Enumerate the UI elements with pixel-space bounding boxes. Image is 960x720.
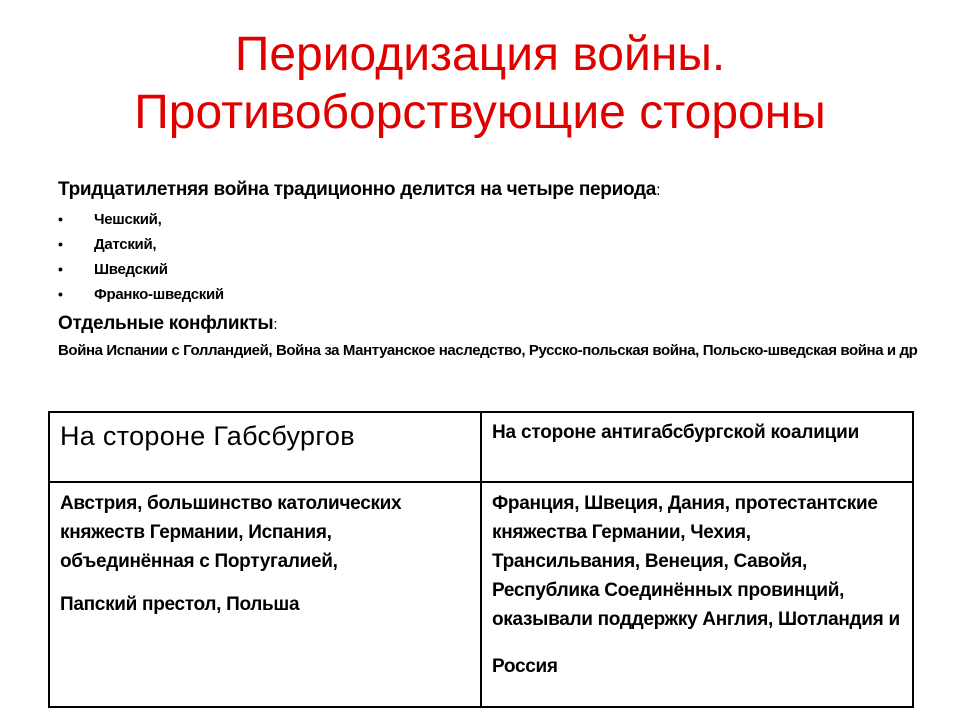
slide-title-line-1: Периодизация войны.: [234, 28, 726, 81]
anti-habsburg-allies-text-2: Россия: [492, 656, 558, 677]
period-item: [58, 232, 918, 257]
habsburg-allies-text: Австрия, большинство католических княжеств Германии, Испания, объединённая с Португалией,: [60, 493, 402, 572]
anti-habsburg-allies-cell: [481, 482, 913, 707]
sides-table: [48, 411, 914, 708]
periods-heading-text: Тридцатилетняя война традиционно делится на четыре периода: [58, 179, 657, 200]
period-label: Франко-шведский: [94, 286, 224, 303]
slide-title-line-2: Противоборствующие стороны: [134, 86, 826, 139]
anti-habsburg-allies-text: Франция, Швеция, Дания, протестантские княжества Германии, Чехия, Трансильвания, Венеция, Савойя, Республика Соединённых провинций, оказывали поддержку Англия, Шотландия и: [492, 493, 900, 630]
habsburg-allies-text-2: Папский престол, Польша: [60, 594, 300, 615]
period-item: [58, 257, 918, 282]
conflicts-heading-colon: :: [273, 316, 278, 333]
periods-heading: [58, 178, 918, 203]
header-habsburg-side: На стороне Габсбургов: [49, 412, 481, 482]
period-label: Чешский,: [94, 211, 162, 228]
periods-heading-colon: :: [656, 182, 661, 199]
conflicts-text: Война Испании с Голландией, Война за Мантуанское наследство, Русско-польская война, Польско-шведская война и др: [58, 342, 918, 359]
table-row: [49, 482, 913, 707]
period-item: [58, 282, 918, 307]
bullet-icon: •: [58, 236, 63, 252]
periods-list: [58, 207, 918, 307]
bullet-icon: •: [58, 286, 63, 302]
conflicts-heading: [58, 311, 918, 338]
conflicts-heading-text: Отдельные конфликты: [58, 313, 274, 334]
slide-title: [0, 26, 960, 142]
table-header-row: [49, 412, 913, 482]
period-item: [58, 207, 918, 232]
intro-section: [58, 178, 918, 362]
period-label: Датский,: [94, 236, 157, 253]
bullet-icon: •: [58, 261, 63, 277]
header-anti-habsburg-side: На стороне антигабсбургской коалиции: [481, 412, 913, 482]
period-label: Шведский: [94, 261, 168, 278]
habsburg-allies-cell: [49, 482, 481, 707]
bullet-icon: •: [58, 211, 63, 227]
